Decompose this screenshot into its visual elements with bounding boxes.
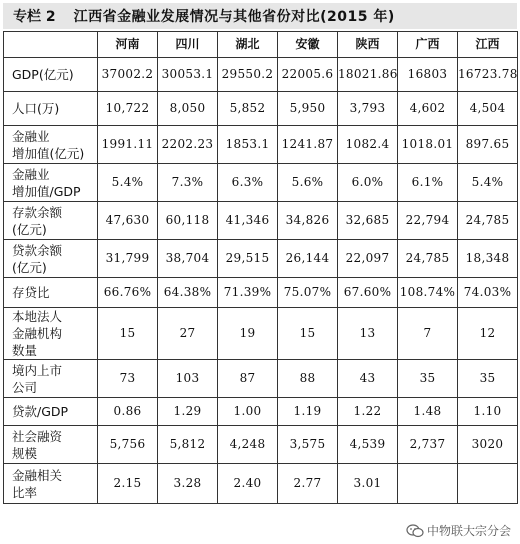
row-label: 社会融资 规模 <box>4 426 98 464</box>
table-cell: 3,575 <box>278 426 338 464</box>
row-label: 本地法人 金融机构 数量 <box>4 308 98 360</box>
table-cell: 0.86 <box>98 398 158 426</box>
table-cell: 41,346 <box>218 202 278 240</box>
table-cell: 24,785 <box>458 202 518 240</box>
table-cell <box>398 464 458 504</box>
table-cell: 18021.86 <box>338 58 398 92</box>
column-header: 安徽 <box>278 32 338 58</box>
table-row <box>4 92 518 126</box>
table-cell: 27 <box>158 308 218 360</box>
table-cell: 6.0% <box>338 164 398 202</box>
row-label: 金融业 增加值(亿元) <box>4 126 98 164</box>
table-cell: 34,826 <box>278 202 338 240</box>
table-cell: 7 <box>398 308 458 360</box>
table-cell: 22,097 <box>338 240 398 278</box>
table-cell: 5.4% <box>458 164 518 202</box>
table-cell: 1018.01 <box>398 126 458 164</box>
table-cell: 1.19 <box>278 398 338 426</box>
watermark <box>403 521 514 540</box>
table-cell: 1853.1 <box>218 126 278 164</box>
row-label: GDP(亿元) <box>4 58 98 92</box>
column-header: 河南 <box>98 32 158 58</box>
table-cell: 37002.2 <box>98 58 158 92</box>
table-cell: 5.4% <box>98 164 158 202</box>
row-label: 金融业 增加值/GDP <box>4 164 98 202</box>
table-cell: 8,050 <box>158 92 218 126</box>
table-cell: 1082.4 <box>338 126 398 164</box>
column-header: 陕西 <box>338 32 398 58</box>
table-cell: 4,248 <box>218 426 278 464</box>
table-cell: 60,118 <box>158 202 218 240</box>
table-cell: 5.6% <box>278 164 338 202</box>
wechat-icon <box>406 524 424 538</box>
table-cell: 5,950 <box>278 92 338 126</box>
table-cell: 30053.1 <box>158 58 218 92</box>
table-cell: 29,515 <box>218 240 278 278</box>
table-row <box>4 426 518 464</box>
table-cell: 16803 <box>398 58 458 92</box>
table-cell: 108.74% <box>398 278 458 308</box>
table-cell: 5,852 <box>218 92 278 126</box>
table-cell: 1.48 <box>398 398 458 426</box>
table-cell: 3.01 <box>338 464 398 504</box>
column-header: 江西 <box>458 32 518 58</box>
column-header: 湖北 <box>218 32 278 58</box>
row-label: 金融相关 比率 <box>4 464 98 504</box>
table-cell: 2.15 <box>98 464 158 504</box>
table-cell: 5,756 <box>98 426 158 464</box>
table-cell: 1.22 <box>338 398 398 426</box>
table-cell: 103 <box>158 360 218 398</box>
table-cell: 71.39% <box>218 278 278 308</box>
row-label: 存贷比 <box>4 278 98 308</box>
table-cell: 1.00 <box>218 398 278 426</box>
table-cell: 38,704 <box>158 240 218 278</box>
table-cell: 47,630 <box>98 202 158 240</box>
comparison-table <box>3 31 518 504</box>
table-row <box>4 278 518 308</box>
header-row <box>4 32 518 58</box>
table-cell: 1.29 <box>158 398 218 426</box>
table-cell: 22005.6 <box>278 58 338 92</box>
table-cell: 66.76% <box>98 278 158 308</box>
table-cell: 24,785 <box>398 240 458 278</box>
table-cell: 13 <box>338 308 398 360</box>
table-row <box>4 202 518 240</box>
table-cell: 1991.11 <box>98 126 158 164</box>
table-cell: 3,793 <box>338 92 398 126</box>
table-cell: 4,602 <box>398 92 458 126</box>
table-row <box>4 126 518 164</box>
table-body <box>4 58 518 504</box>
table-cell: 32,685 <box>338 202 398 240</box>
table-cell: 26,144 <box>278 240 338 278</box>
table-cell: 35 <box>398 360 458 398</box>
table-cell: 7.3% <box>158 164 218 202</box>
table-title: 江西省金融业发展情况与其他省份对比(2015 年) <box>73 9 395 25</box>
title-bar <box>3 3 517 29</box>
table-cell: 88 <box>278 360 338 398</box>
table-row <box>4 464 518 504</box>
table-cell: 29550.2 <box>218 58 278 92</box>
table-cell: 6.1% <box>398 164 458 202</box>
table-row <box>4 308 518 360</box>
table-cell: 64.38% <box>158 278 218 308</box>
table-cell: 6.3% <box>218 164 278 202</box>
table-cell: 2.77 <box>278 464 338 504</box>
table-cell: 2202.23 <box>158 126 218 164</box>
table-cell: 1241.87 <box>278 126 338 164</box>
row-label: 贷款余额 (亿元) <box>4 240 98 278</box>
table-row <box>4 164 518 202</box>
table-cell: 897.65 <box>458 126 518 164</box>
table-cell: 16723.78 <box>458 58 518 92</box>
table-cell: 2,737 <box>398 426 458 464</box>
table-cell: 19 <box>218 308 278 360</box>
table-cell: 43 <box>338 360 398 398</box>
table-row <box>4 58 518 92</box>
column-header: 广西 <box>398 32 458 58</box>
row-label: 存款余额 (亿元) <box>4 202 98 240</box>
table-cell: 4,504 <box>458 92 518 126</box>
table-cell: 74.03% <box>458 278 518 308</box>
table-cell: 75.07% <box>278 278 338 308</box>
table-cell: 15 <box>98 308 158 360</box>
table-cell: 73 <box>98 360 158 398</box>
table-row <box>4 398 518 426</box>
table-cell: 15 <box>278 308 338 360</box>
table-cell: 3020 <box>458 426 518 464</box>
table-cell: 87 <box>218 360 278 398</box>
column-header: 四川 <box>158 32 218 58</box>
table-cell: 67.60% <box>338 278 398 308</box>
table-cell: 5,812 <box>158 426 218 464</box>
table-cell: 35 <box>458 360 518 398</box>
table-cell: 2.40 <box>218 464 278 504</box>
table-row <box>4 360 518 398</box>
row-label: 贷款/GDP <box>4 398 98 426</box>
table-cell: 18,348 <box>458 240 518 278</box>
column-label: 专栏 2 <box>13 9 56 25</box>
corner-cell <box>4 32 98 58</box>
table-row <box>4 240 518 278</box>
table-cell: 12 <box>458 308 518 360</box>
table-cell: 3.28 <box>158 464 218 504</box>
table-cell: 31,799 <box>98 240 158 278</box>
table-cell: 22,794 <box>398 202 458 240</box>
table-cell: 4,539 <box>338 426 398 464</box>
table-cell: 10,722 <box>98 92 158 126</box>
row-label: 境内上市 公司 <box>4 360 98 398</box>
row-label: 人口(万) <box>4 92 98 126</box>
watermark-text: 中物联大宗分会 <box>426 524 511 538</box>
table-cell: 1.10 <box>458 398 518 426</box>
table-cell <box>458 464 518 504</box>
